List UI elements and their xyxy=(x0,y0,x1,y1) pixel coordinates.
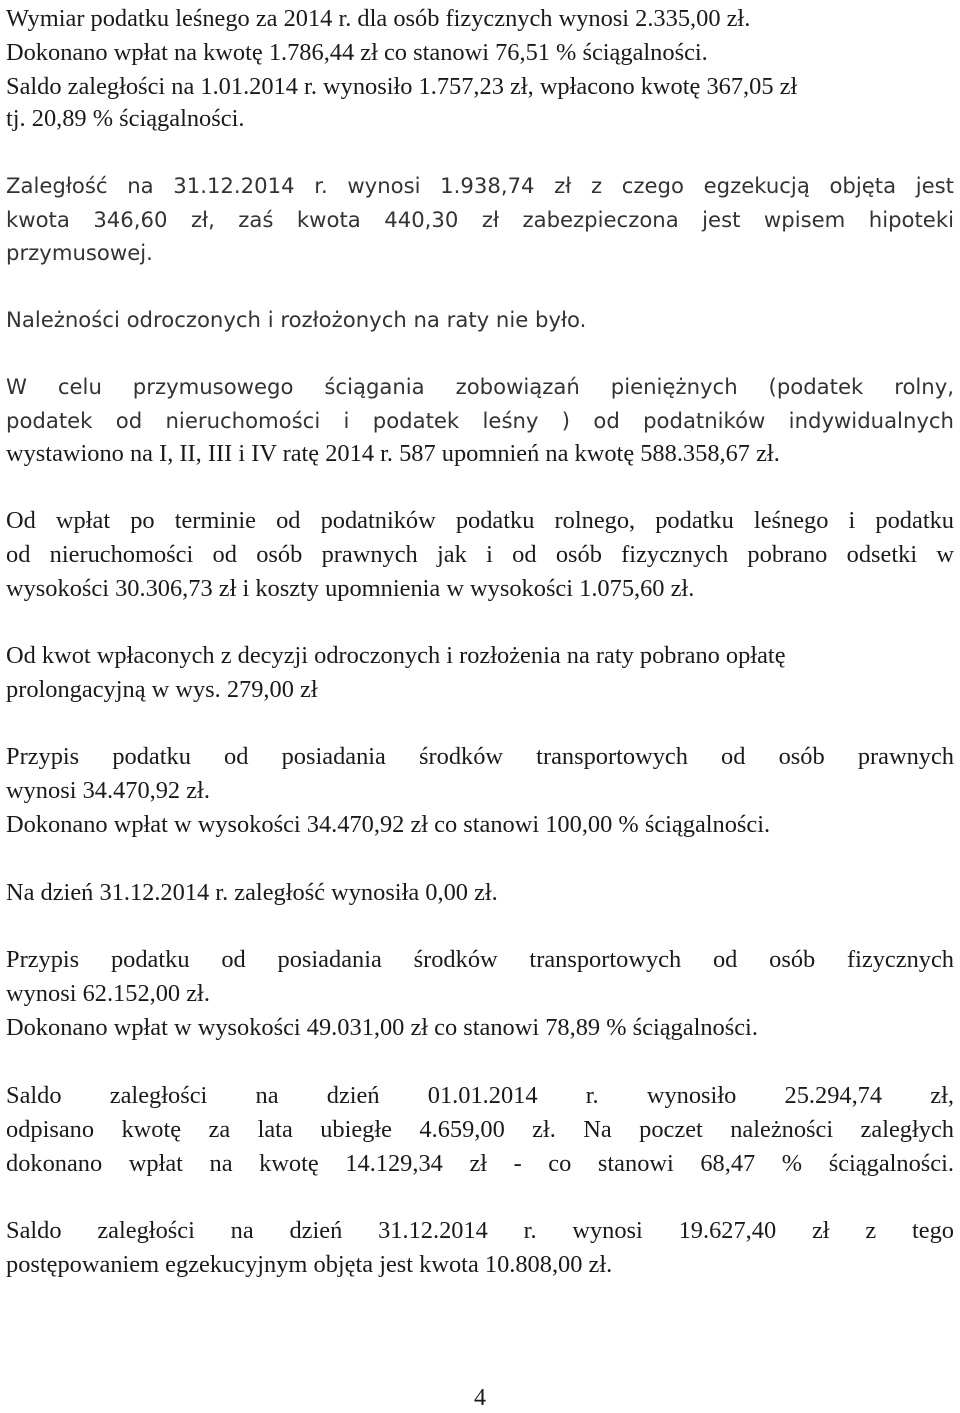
text-line: W celu przymusowego ściągania zobowiązań pieniężnych (podatek rolny, xyxy=(6,374,954,399)
text-line: Od kwot wpłaconych z decyzji odroczonych i rozłożenia na raty pobrano opłatę xyxy=(6,642,786,669)
text-line: wystawiono na I, II, III i IV ratę 2014 r. 587 upomnień na kwotę 588.358,67 zł. xyxy=(6,440,780,467)
text-line: prolongacyjną w wys. 279,00 zł xyxy=(6,676,318,703)
text-line: Saldo zaległości na dzień 01.01.2014 r. wynosiło 25.294,74 zł, xyxy=(6,1082,954,1109)
text-line: Zaległość na 31.12.2014 r. wynosi 1.938,74 zł z czego egzekucją objęta jest xyxy=(6,173,954,198)
text-line: Saldo zaległości na dzień 31.12.2014 r. wynosi 19.627,40 zł z tego xyxy=(6,1217,954,1244)
text-line: wynosi 34.470,92 zł. xyxy=(6,777,210,804)
page-number: 4 xyxy=(474,1385,486,1411)
text-line: Od wpłat po terminie od podatników podatku rolnego, podatku leśnego i podatku xyxy=(6,507,954,534)
text-line: wysokości 30.306,73 zł i koszty upomnienia w wysokości 1.075,60 zł. xyxy=(6,575,695,602)
text-line: wynosi 62.152,00 zł. xyxy=(6,980,210,1007)
text-line: Dokonano wpłat w wysokości 34.470,92 zł co stanowi 100,00 % ściągalności. xyxy=(6,811,771,838)
text-line: Wymiar podatku leśnego za 2014 r. dla osób fizycznych wynosi 2.335,00 zł. xyxy=(6,5,751,32)
text-line: Saldo zaległości na 1.01.2014 r. wynosiło 1.757,23 zł, wpłacono kwotę 367,05 zł xyxy=(6,73,798,100)
text-line: Przypis podatku od posiadania środków transportowych od osób fizycznych xyxy=(6,946,954,973)
text-line: Na dzień 31.12.2014 r. zaległość wynosiła 0,00 zł. xyxy=(6,879,498,906)
text-line: podatek od nieruchomości i podatek leśny ) od podatników indywidualnych xyxy=(6,408,954,433)
text-line: przymusowej. xyxy=(6,240,153,265)
text-line: Dokonano wpłat w wysokości 49.031,00 zł co stanowi 78,89 % ściągalności. xyxy=(6,1014,758,1041)
text-line: od nieruchomości od osób prawnych jak i od osób fizycznych pobrano odsetki w xyxy=(6,541,954,568)
text-line: Dokonano wpłat na kwotę 1.786,44 zł co stanowi 76,51 % ściągalności. xyxy=(6,39,708,66)
text-line: Przypis podatku od posiadania środków transportowych od osób prawnych xyxy=(6,743,954,770)
text-line: tj. 20,89 % ściągalności. xyxy=(6,105,245,132)
text-line: kwota 346,60 zł, zaś kwota 440,30 zł zabezpieczona jest wpisem hipoteki xyxy=(6,207,954,232)
text-line: odpisano kwotę za lata ubiegłe 4.659,00 zł. Na poczet należności zaległych xyxy=(6,1116,954,1143)
text-line: dokonano wpłat na kwotę 14.129,34 zł - co stanowi 68,47 % ściągalności. xyxy=(6,1150,954,1177)
text-line: postępowaniem egzekucyjnym objęta jest kwota 10.808,00 zł. xyxy=(6,1251,613,1278)
text-line: Należności odroczonych i rozłożonych na raty nie było. xyxy=(6,307,587,332)
